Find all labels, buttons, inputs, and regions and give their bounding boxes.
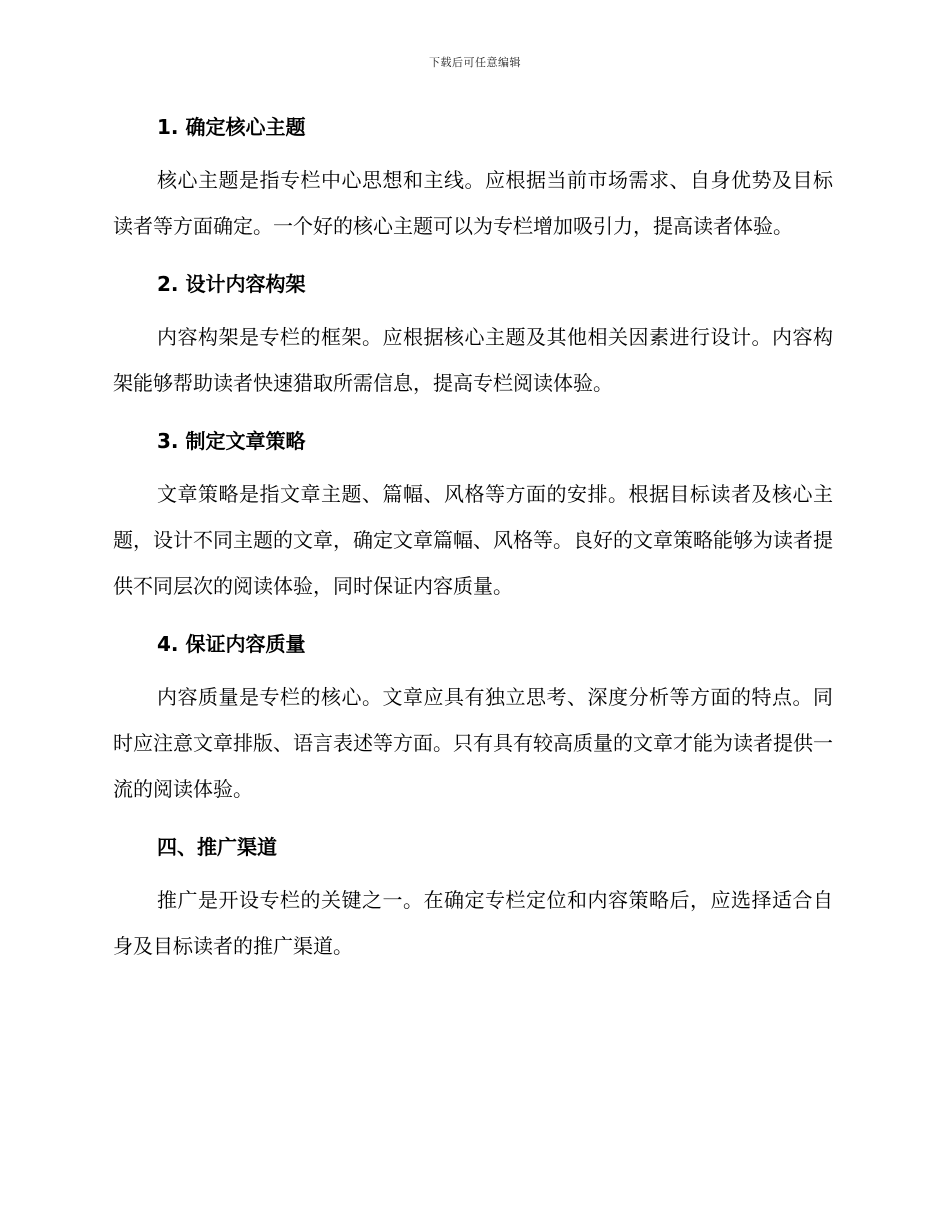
- section-paragraph: 推广是开设专栏的关键之一。在确定专栏定位和内容策略后，应选择适合自身及目标读者的推广渠道。: [113, 888, 833, 958]
- section-heading: 1. 确定核心主题: [157, 115, 306, 139]
- section-core-theme: [113, 110, 833, 249]
- document-body: [113, 110, 833, 987]
- section-heading: 3. 制定文章策略: [157, 429, 306, 453]
- section-heading: 四、推广渠道: [157, 835, 277, 859]
- section-paragraph: 内容质量是专栏的核心。文章应具有独立思考、深度分析等方面的特点。同时应注意文章排版、语言表述等方面。只有具有较高质量的文章才能为读者提供一流的阅读体验。: [113, 685, 833, 801]
- section-heading: 4. 保证内容质量: [157, 632, 306, 656]
- section-heading: 2. 设计内容构架: [157, 272, 306, 296]
- page-header: 下载后可任意编辑: [429, 56, 521, 69]
- section-content-framework: [113, 267, 833, 406]
- section-content-quality: [113, 627, 833, 812]
- section-article-strategy: [113, 424, 833, 609]
- section-paragraph: 内容构架是专栏的框架。应根据核心主题及其他相关因素进行设计。内容构架能够帮助读者快速猎取所需信息，提高专栏阅读体验。: [113, 325, 833, 395]
- section-paragraph: 文章策略是指文章主题、篇幅、风格等方面的安排。根据目标读者及核心主题，设计不同主题的文章，确定文章篇幅、风格等。良好的文章策略能够为读者提供不同层次的阅读体验，同时保证内容质量。: [113, 482, 833, 598]
- section-paragraph: 核心主题是指专栏中心思想和主线。应根据当前市场需求、自身优势及目标读者等方面确定。一个好的核心主题可以为专栏增加吸引力，提高读者体验。: [113, 168, 833, 238]
- section-promotion-channels: [113, 830, 833, 969]
